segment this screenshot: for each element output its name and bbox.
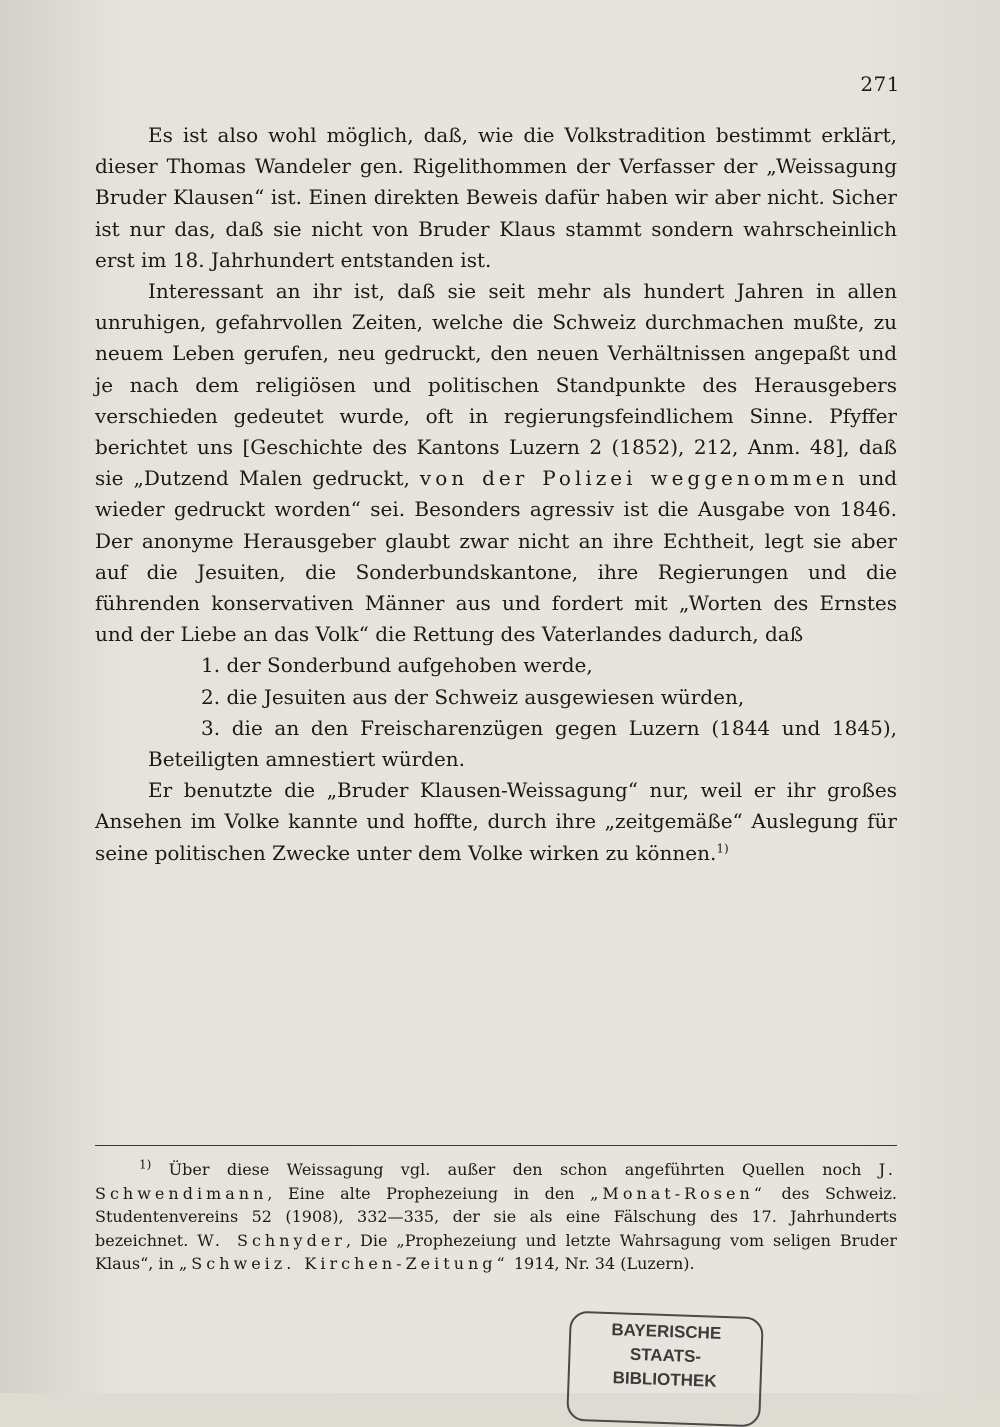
stamp-line-2: STAATS-: [629, 1344, 702, 1367]
stamp-line-1: BAYERISCHE: [611, 1320, 722, 1343]
footnote-marker: 1): [139, 1157, 152, 1172]
demand-item-3: 3. die an den Freischarenzügen gegen Luzern (1844 und 1845), Beteiligten amnestiert würden.: [148, 715, 897, 772]
paragraph-volkstradition: Es ist also wohl möglich, daß, wie die Volkstradition bestimmt erklärt, dieser Thomas Wandeler gen. Rigelithommen der Verfasser der „Weissagung Bruder Klausen“ ist. Einen direkten Beweis dafür haben wir aber nicht. Sicher ist nur das, daß sie nicht von Bruder Klaus stammt sondern wahrscheinlich erst im 18. Jahrhundert entstanden ist.: [95, 123, 897, 272]
demand-item-2: 2. die Jesuiten aus der Schweiz ausgewiesen würden,: [201, 684, 745, 709]
footnote-part1: Über diese Weissagung vgl. außer den schon angeführten Quellen noch: [168, 1160, 862, 1179]
footnote-text: [95, 1158, 897, 1276]
footnote-author-schnyder: W. Schnyder: [197, 1230, 346, 1250]
paragraph-interessant-part2: und wieder gedruckt worden“ sei. Besonders agressiv ist die Ausgabe von 1846. Der anonyme Herausgeber glaubt zwar nicht an ihre Echtheit, legt sie aber auf die Jesuiten, die Sonderbundskantone, ihre Regierungen und die führenden konservativen Männer aus und fordert mit „Worten des Ernstes und der Liebe an das Volk“ die Rettung des Vaterlandes dadurch, daß: [95, 466, 898, 647]
stamp-line-3: BIBLIOTHEK: [612, 1368, 717, 1391]
footnote-journal-kirchen-zeitung: „Schweiz. Kirchen-Zeitung“: [179, 1254, 509, 1274]
footnote-journal-monat-rosen: „Monat-Rosen“: [590, 1183, 766, 1203]
body-text: [95, 120, 897, 869]
footnote: [95, 1158, 897, 1276]
paragraph-interessant-part1: Interessant an ihr ist, daß sie seit mehr als hundert Jahren in allen unruhigen, gefahrvollen Zeiten, welche die Schweiz durchmachen mußte, zu neuem Leben gerufen, neu gedruckt, den neuen Verhältnissen angepaßt und je nach dem religiösen und politischen Standpunkte des Herausgebers verschieden gedeutet wurde, oft in regierungsfeindlichem Sinne. Pfyffer berichtet uns [Geschichte des Kantons Luzern 2 (1852), 212, Anm. 48], daß sie „Dutzend Malen gedruckt,: [95, 279, 897, 491]
demand-item-1: 1. der Sonderbund aufgehoben werde,: [201, 653, 593, 678]
library-stamp: [566, 1311, 764, 1427]
footnote-divider: [95, 1145, 897, 1146]
page-number: 271: [860, 72, 900, 96]
footnote-reference: 1): [716, 841, 729, 856]
footnote-part2: , Eine alte Prophezeiung in den: [267, 1183, 575, 1203]
footnote-part4: , Die „Prophezeiung und letzte Wahrsagung vom seligen Bruder Klaus“, in: [95, 1230, 897, 1274]
footnote-part3: des Schweiz. Studentenvereins 52 (1908), 332—335, der sie als eine Fälschung des 17. Jahrhunderts bezeichnet.: [95, 1183, 897, 1250]
paragraph-interessant: [95, 276, 897, 650]
paragraph-closing: [95, 775, 897, 869]
closing-text: Er benutzte die „Bruder Klausen-Weissagung“ nur, weil er ihr großes Ansehen im Volke kannte und hoffte, durch ihre „zeitgemäße“ Auslegung für seine politischen Zwecke unter dem Volke wirken zu können.: [95, 778, 897, 865]
spaced-quote: von der Polizei weggenommen: [419, 466, 849, 491]
footnote-part5: 1914, Nr. 34 (Luzern).: [513, 1254, 695, 1274]
footnote-author-schwendimann: J. Schwendimann: [95, 1160, 898, 1203]
